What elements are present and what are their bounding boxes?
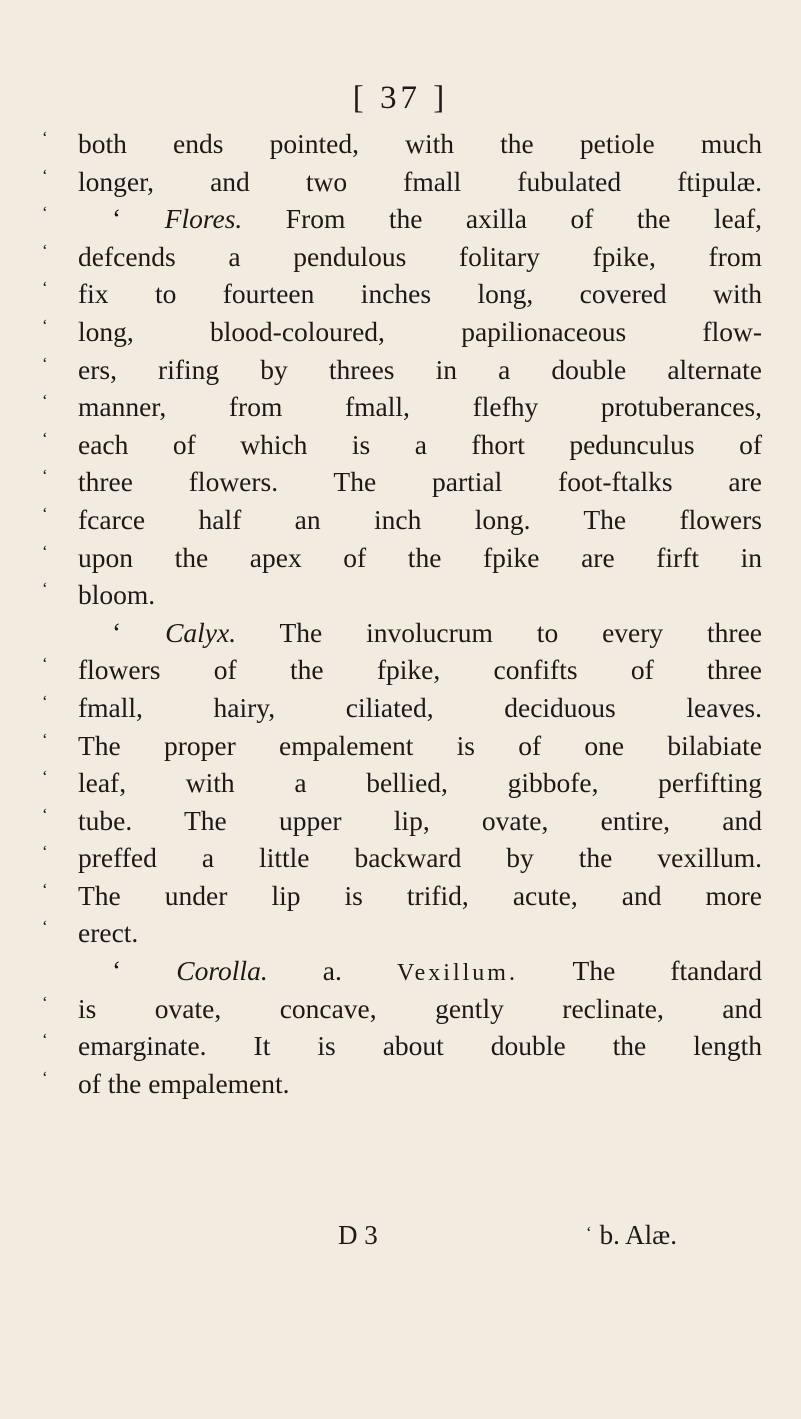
text-line: ‘ long, blood-coloured, papilionaceous flow- — [42, 315, 762, 347]
text-line: ‘ ers, rifing by threes in a double alternate — [42, 353, 762, 385]
text-line: ‘ three flowers. The partial foot-ftalks are — [42, 466, 762, 498]
text-line: ‘ is ovate, concave, gently reclinate, and — [42, 992, 762, 1024]
body-text — [42, 125, 762, 1102]
text-line: ‘ Corolla. a. Vexillum. The ftandard — [112, 955, 762, 987]
page-footer — [0, 1220, 801, 1260]
text-line: ‘ tube. The upper lip, ovate, entire, and — [42, 804, 762, 836]
text-line: ‘ upon the apex of the fpike are firft in — [42, 541, 762, 573]
text-line: ‘ ‘ Flores. From the axilla of the leaf, — [42, 203, 762, 235]
text-line: ‘ of the empalement. — [42, 1067, 290, 1099]
text-line: ‘ manner, from fmall, flefhy protuberances, — [42, 391, 762, 423]
text-line: ‘ Calyx. The involucrum to every three — [112, 616, 762, 648]
text-line: ‘ The under lip is trifid, acute, and more — [42, 879, 762, 911]
text-line: ‘ fmall, hairy, ciliated, deciduous leaves. — [42, 691, 762, 723]
calyx-heading: Calyx. — [165, 616, 237, 648]
text-line: ‘ defcends a pendulous folitary fpike, from — [42, 240, 762, 272]
text-line: ‘ fix to fourteen inches long, covered with — [42, 278, 762, 310]
text-line: ‘ emarginate. It is about double the length — [42, 1030, 762, 1062]
text-line: ‘ erect. — [42, 917, 139, 949]
text-line: ‘ both ends pointed, with the petiole much — [42, 128, 762, 159]
vexillum-term: Vexillum. — [396, 960, 518, 987]
catchword: ‘ b. Alæ. — [586, 1220, 677, 1250]
text-line: ‘ preffed a little backward by the vexillum. — [42, 842, 762, 874]
text-line: ‘ The proper empalement is of one bilabiate — [42, 729, 762, 761]
text-line: ‘ flowers of the fpike, confifts of three — [42, 654, 762, 686]
text-line: ‘ leaf, with a bellied, gibbofe, perfifting — [42, 767, 762, 799]
text-line: ‘ each of which is a fhort pedunculus of — [42, 428, 762, 460]
text-line: ‘ longer, and two fmall fubulated ftipulæ. — [42, 165, 762, 197]
corolla-heading: Corolla. — [176, 955, 268, 987]
signature-mark: D 3 — [338, 1220, 378, 1250]
page-number: [ 37 ] — [352, 80, 449, 116]
text-line: ‘ bloom. — [42, 579, 156, 611]
text-line: ‘ fcarce half an inch long. The flowers — [42, 503, 762, 535]
flores-heading: Flores. — [164, 203, 243, 235]
